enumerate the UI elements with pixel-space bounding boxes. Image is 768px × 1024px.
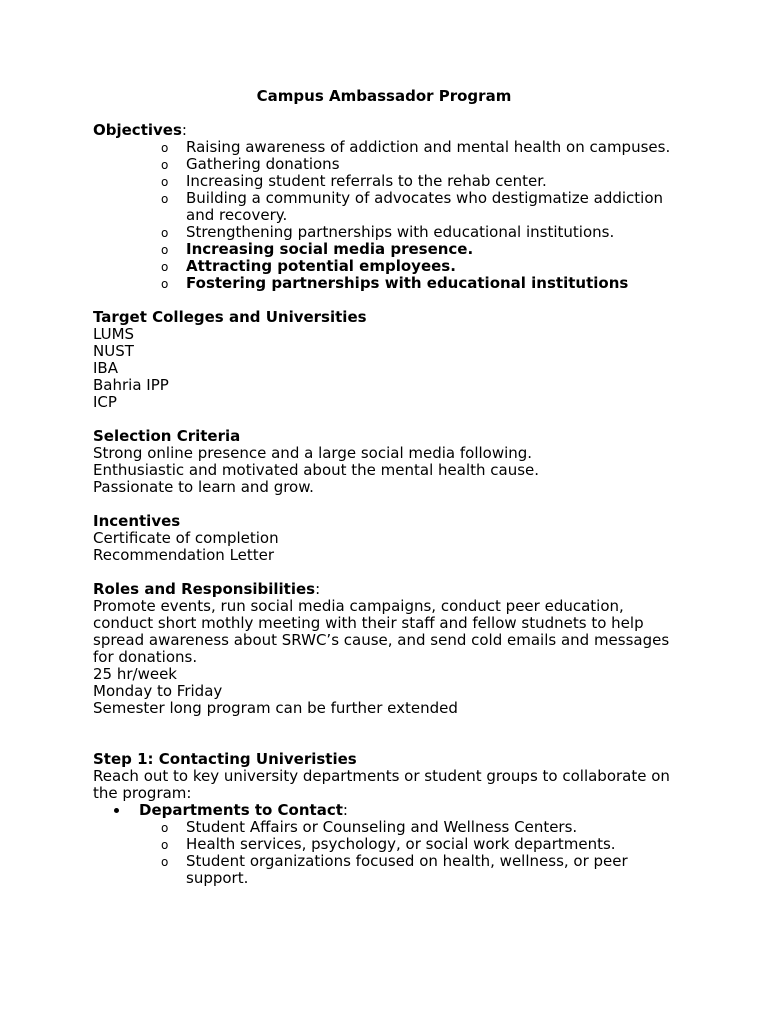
circle-bullet-icon: o	[161, 243, 169, 257]
spacer	[93, 564, 683, 581]
targets-heading: Target Colleges and Universities	[93, 308, 367, 326]
department-text: Student organizations focused on health, wellness, or peer support.	[186, 852, 628, 887]
circle-bullet-icon: o	[161, 260, 169, 274]
objectives-heading: Objectives	[93, 121, 182, 139]
circle-bullet-icon: o	[161, 192, 169, 206]
document-title: Campus Ambassador Program	[256, 87, 512, 105]
department-item	[139, 853, 683, 887]
objective-item	[93, 224, 683, 241]
objective-text: Raising awareness of addiction and mental health on campuses.	[186, 138, 671, 156]
objective-item	[93, 275, 683, 292]
step1-heading: Step 1: Contacting Univeristies	[93, 750, 357, 768]
objective-text: Building a community of advocates who destigmatize addiction and recovery.	[186, 189, 664, 224]
circle-bullet-icon: o	[161, 226, 169, 240]
circle-bullet-icon: o	[161, 158, 169, 172]
circle-bullet-icon: o	[161, 141, 169, 155]
circle-bullet-icon: o	[161, 838, 169, 852]
circle-bullet-icon: o	[161, 855, 169, 869]
circle-bullet-icon: o	[161, 821, 169, 835]
departments-line	[139, 802, 683, 819]
roles-colon: :	[315, 580, 321, 598]
objective-item	[93, 241, 683, 258]
department-text: Student Affairs or Counseling and Wellness Centers.	[186, 818, 578, 836]
target-item: ICP	[93, 393, 117, 411]
department-item	[139, 836, 683, 853]
objectives-colon: :	[181, 121, 187, 139]
selection-item: Enthusiastic and motivated about the mental health cause.	[93, 461, 540, 479]
circle-bullet-icon: o	[161, 175, 169, 189]
selection-heading: Selection Criteria	[93, 427, 241, 445]
roles-heading-line	[93, 581, 683, 598]
roles-heading: Roles and Responsibilities	[93, 580, 316, 598]
objective-item	[93, 190, 683, 224]
roles-hours: 25 hr/week	[93, 665, 177, 683]
objective-text: Strengthening partnerships with educational institutions.	[186, 223, 615, 241]
step1-bullet-item	[93, 802, 683, 887]
objective-text: Gathering donations	[186, 155, 340, 173]
circle-bullet-icon: o	[161, 277, 169, 291]
spacer	[93, 411, 683, 428]
spacer	[93, 717, 683, 751]
roles-days: Monday to Friday	[93, 682, 223, 700]
department-text: Health services, psychology, or social work departments.	[186, 835, 616, 853]
objectives-list	[93, 139, 683, 292]
bullet-dot-icon	[114, 808, 119, 813]
spacer	[93, 496, 683, 513]
target-item: Bahria IPP	[93, 376, 169, 394]
target-item: LUMS	[93, 325, 135, 343]
objective-item	[93, 173, 683, 190]
target-item: IBA	[93, 359, 118, 377]
objective-text: Increasing student referrals to the rehab center.	[186, 172, 547, 190]
objective-item	[93, 139, 683, 156]
objective-text-bold: Fostering partnerships with educational institutions	[186, 274, 629, 292]
step1-intro: Reach out to key university departments or student groups to collaborate on the program:	[93, 767, 670, 802]
objective-text-bold: Attracting potential employees.	[186, 257, 456, 275]
objective-item	[93, 156, 683, 173]
step1-bullet-list	[93, 802, 683, 887]
departments-label: Departments to Contact	[139, 801, 343, 819]
objectives-heading-line	[93, 122, 683, 139]
departments-colon: :	[342, 801, 348, 819]
objective-item	[93, 258, 683, 275]
incentive-item: Recommendation Letter	[93, 546, 275, 564]
department-item	[139, 819, 683, 836]
selection-item: Strong online presence and a large social media following.	[93, 444, 533, 462]
roles-duration: Semester long program can be further extended	[93, 699, 458, 717]
objective-text-bold: Increasing social media presence.	[186, 240, 474, 258]
spacer	[93, 292, 683, 309]
roles-paragraph: Promote events, run social media campaigns, conduct peer education, conduct short mothly meeting with their staff and fellow studnets to help spread awareness about SRWC’s cause, and send cold emails and messages for donations.	[93, 597, 670, 666]
incentive-item: Certificate of completion	[93, 529, 279, 547]
target-item: NUST	[93, 342, 134, 360]
document-body	[93, 88, 683, 887]
incentives-heading: Incentives	[93, 512, 181, 530]
selection-item: Passionate to learn and grow.	[93, 478, 314, 496]
departments-list	[139, 819, 683, 887]
